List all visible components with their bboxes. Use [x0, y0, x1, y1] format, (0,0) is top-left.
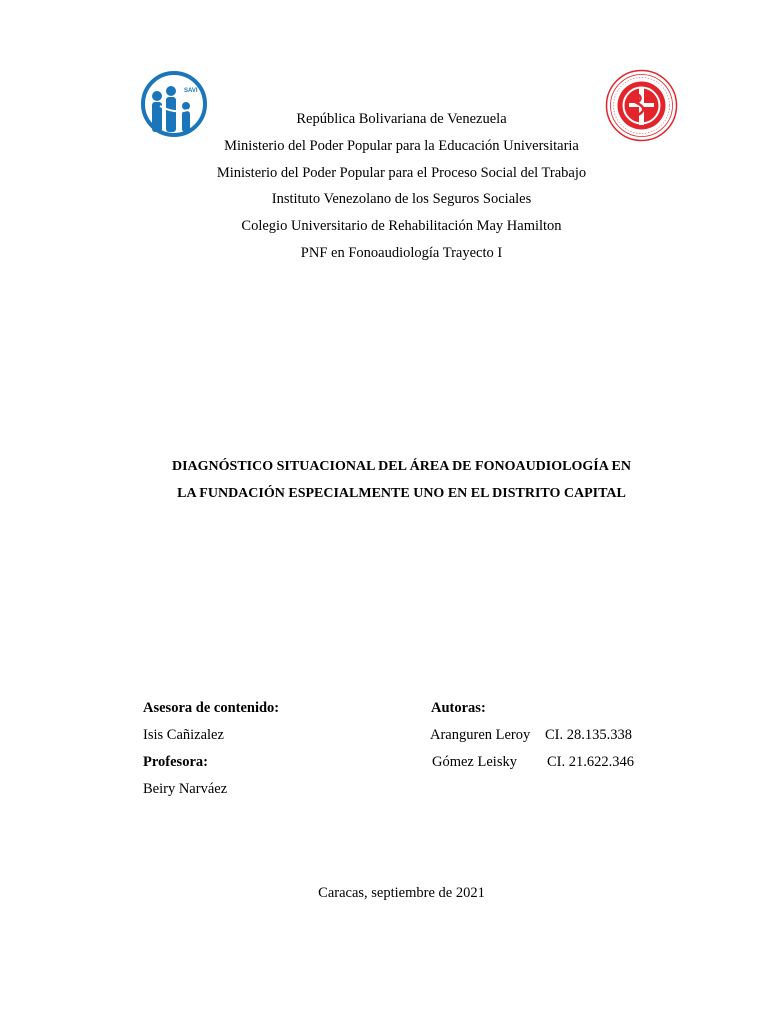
header-line-college: Colegio Universitario de Rehabilitación May Hamilton — [241, 218, 562, 235]
author-1-name: Aranguren Leroy — [430, 727, 531, 743]
authors-label: Autoras: — [431, 700, 486, 716]
title-line-1: DIAGNÓSTICO SITUACIONAL DEL ÁREA DE FONOAUDIOLOGÍA EN — [172, 459, 631, 474]
professor-label: Profesora: — [143, 754, 208, 770]
logo-text: SAVI — [184, 88, 198, 94]
author-2-id: CI. 21.622.346 — [547, 754, 634, 770]
document-title — [0, 457, 768, 511]
institution-header — [0, 109, 768, 270]
header-line-country: República Bolivariana de Venezuela — [296, 111, 507, 127]
header-line-institute: Instituto Venezolano de los Seguros Sociales — [271, 191, 532, 208]
advisor-label: Asesora de contenido: — [143, 700, 280, 716]
author-1-id: CI. 28.135.338 — [545, 727, 632, 743]
header-line-ministry-education: Ministerio del Poder Popular para la Educación Universitaria — [224, 137, 579, 154]
professor-name: Beiry Narváez — [143, 781, 228, 797]
advisor-name: Isis Cañizalez — [143, 727, 224, 743]
header-line-ministry-labor: Ministerio del Poder Popular para el Proceso Social del Trabajo — [216, 164, 587, 181]
place-date: Caracas, septiembre de 2021 — [318, 885, 485, 901]
author-2-name: Gómez Leisky — [432, 754, 517, 770]
header-line-program: PNF en Fonoaudiología Trayecto I — [300, 244, 503, 261]
title-line-2: LA FUNDACIÓN ESPECIALMENTE UNO EN EL DISTRITO CAPITAL — [177, 486, 626, 501]
